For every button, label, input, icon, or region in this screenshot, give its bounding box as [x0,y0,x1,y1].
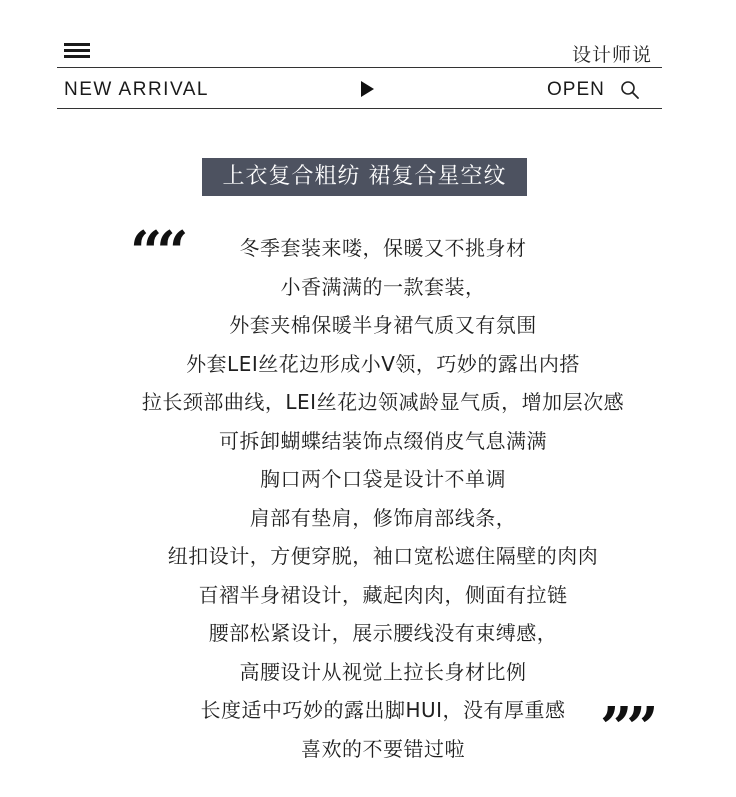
fabric-banner: 上衣复合粗纺 裙复合星空纹 [202,158,527,196]
description-line: 可拆卸蝴蝶结装饰点缀俏皮气息满满 [219,428,547,453]
description-line: 小香满满的一款套装， [280,274,486,299]
designer-notes-title: 设计师说 [571,44,652,66]
description-line: 胸口两个口袋是设计不单调 [260,467,506,491]
description-line: 外套夹棉保暖半身裙气质又有氛围 [229,313,537,337]
menu-bar-top [64,43,90,46]
header-divider-bottom [57,108,662,109]
description-line: 拉长颈部曲线，LEI丝花边领减龄显气质，增加层次感 [141,390,625,414]
description-line: 肩部有垫肩，修饰肩部线条， [249,505,517,530]
description-line: 高腰设计从视觉上拉长身材比例 [239,659,527,684]
open-quote-icon: ““ [130,219,183,285]
description-line: 长度适中巧妙的露出脚HUI，没有厚重感 [200,698,566,722]
open-button[interactable]: OPEN [547,79,605,100]
menu-bar-bottom [64,55,90,58]
play-icon[interactable] [361,81,374,97]
description-line: 腰部松紧设计，展示腰线没有束缚感， [208,621,558,645]
page-header [57,0,662,110]
header-divider-top [57,67,662,68]
hamburger-menu-icon[interactable] [64,43,90,59]
product-description [0,229,736,768]
description-line: 冬季套装来喽，保暖又不挑身材 [239,236,527,260]
menu-bar-middle [64,49,90,52]
description-line: 外套LEI丝花边形成小V领，巧妙的露出内搭 [186,351,580,376]
close-quote-icon: ”” [600,695,653,761]
search-icon[interactable] [620,80,640,100]
new-arrival-label: NEW ARRIVAL [64,79,209,100]
description-line: 百褶半身裙设计，藏起肉肉，侧面有拉链 [198,582,568,607]
description-line: 纽扣设计，方便穿脱，袖口宽松遮住隔壁的肉肉 [167,544,599,568]
description-line: 喜欢的不要错过啦 [301,736,465,761]
